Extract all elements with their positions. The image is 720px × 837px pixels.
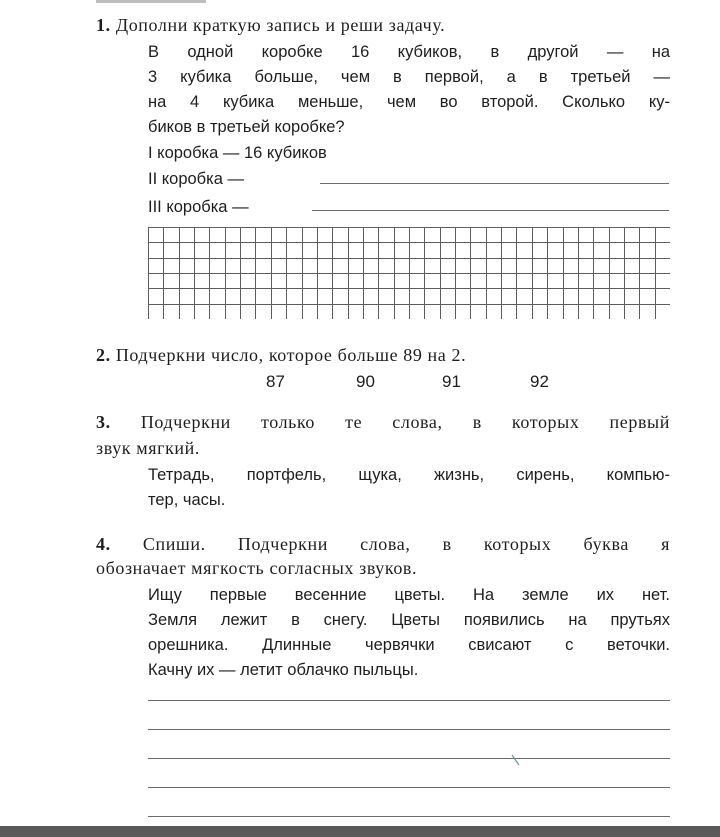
task4-writing-line-1[interactable]	[148, 700, 670, 701]
task2-title: Подчеркни число, которое больше 89 на 2.	[115, 345, 467, 365]
task3-heading-line-1	[96, 412, 670, 433]
task1-problem-line-2: 3 кубика больше, чем в первой, а в третьей —	[148, 68, 670, 86]
task3-number: 3.	[96, 412, 111, 432]
task4-writing-line-5[interactable]	[148, 816, 670, 817]
task1-record-box3-label: III коробка —	[148, 198, 249, 216]
task2-heading	[96, 345, 466, 366]
pen-mark	[510, 753, 522, 767]
task4-writing-line-2[interactable]	[148, 729, 670, 730]
task1-record-box1: I коробка — 16 кубиков	[148, 144, 327, 162]
task1-solution-grid[interactable]	[148, 227, 670, 319]
task4-writing-line-4[interactable]	[148, 787, 670, 788]
task4-text-line-4: Качну их — летит облачко пыльцы.	[148, 661, 419, 679]
task1-record-box2-answer-line[interactable]	[320, 183, 669, 184]
task4-text-line-2: Земля лежит в снегу. Цветы появились на прутьях	[148, 611, 670, 629]
task4-title-line-2: обозначает мягкость согласных звуков.	[96, 558, 418, 578]
task3-title-line-1: Подчеркни только те слова, в которых первый	[140, 412, 670, 432]
task1-number: 1.	[96, 15, 111, 35]
task4-heading-line-1	[96, 534, 670, 555]
task1-problem-line-4: биков в третьей коробке?	[148, 118, 345, 136]
task3-words-line-2[interactable]: тер, часы.	[148, 491, 226, 509]
task1-heading	[96, 15, 445, 36]
task2-option-91[interactable]: 91	[442, 372, 461, 391]
task4-title-line-1: Спиши. Подчеркни слова, в которых буква я	[142, 534, 670, 554]
task1-problem-line-1: В одной коробке 16 кубиков, в другой — на	[148, 43, 670, 61]
task1-problem-line-3: на 4 кубика меньше, чем во второй. Сколько ку-	[148, 93, 670, 111]
task4-writing-line-3[interactable]	[148, 758, 670, 759]
task3-title-line-2: звук мягкий.	[96, 438, 201, 458]
scan-edge-shadow	[96, 0, 206, 3]
task3-words-line-1[interactable]: Тетрадь, портфель, щука, жизнь, сирень, компью-	[148, 466, 670, 484]
scan-bottom-edge	[0, 826, 720, 837]
task4-text-line-3: орешника. Длинные червячки свисают с веточки.	[148, 636, 670, 654]
task1-title: Дополни краткую запись и реши задачу.	[115, 15, 446, 35]
task4-text-line-1: Ищу первые весенние цветы. На земле их нет.	[148, 586, 670, 604]
task2-number: 2.	[96, 345, 111, 365]
task1-record-box3-answer-line[interactable]	[312, 210, 669, 211]
task4-number: 4.	[96, 534, 111, 554]
task2-option-92[interactable]: 92	[530, 372, 549, 391]
task1-record-box2-label: II коробка —	[148, 170, 244, 188]
task2-option-90[interactable]: 90	[356, 372, 375, 391]
task2-option-87[interactable]: 87	[266, 372, 285, 391]
